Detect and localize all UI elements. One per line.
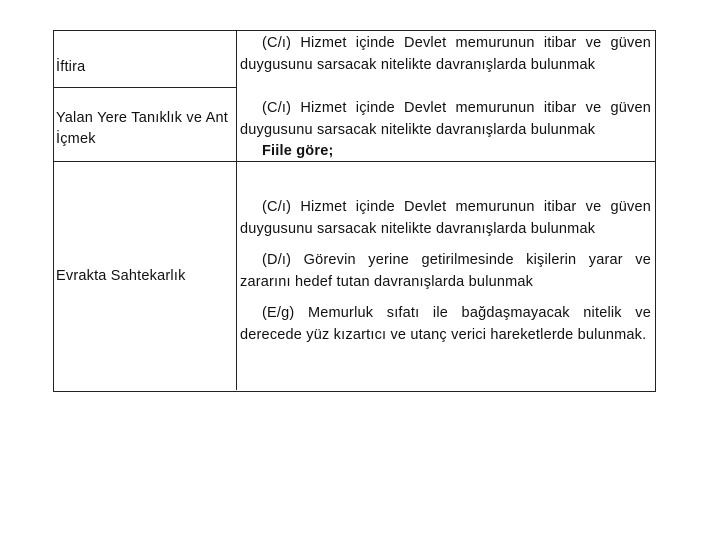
crime-label: İftira: [56, 59, 86, 75]
column-divider: [236, 31, 237, 390]
crime-label: Yalan Yere Tanıklık ve Ant İçmek: [56, 110, 228, 147]
condition-note: Fiile göre;: [262, 143, 334, 159]
crime-cell: [56, 266, 228, 287]
condition-text: (C/ı) Hizmet içinde Devlet memurunun itibar ve güven duygusunu sarsacak nitelikte davranışlarda bulunmak: [240, 100, 651, 138]
crime-cell: [56, 57, 228, 78]
condition-text: (C/ı) Hizmet içinde Devlet memurunun itibar ve güven duygusunu sarsacak nitelikte davranışlarda bulunmak: [240, 199, 651, 237]
crime-cell: [56, 108, 228, 150]
condition-cell: [240, 197, 651, 346]
condition-text: (C/ı) Hizmet içinde Devlet memurunun itibar ve güven duygusunu sarsacak nitelikte davranışlarda bulunmak: [240, 35, 651, 73]
crime-label: Evrakta Sahtekarlık: [56, 268, 186, 284]
condition-cell: [240, 98, 651, 163]
condition-cell: [240, 33, 651, 76]
condition-text: (D/ı) Görevin yerine getirilmesinde kişilerin yarar ve zararını hedef tutan davranışlarda bulunmak: [240, 252, 651, 290]
row-divider: [54, 87, 236, 88]
discipline-table: [53, 30, 656, 392]
condition-text: (E/g) Memurluk sıfatı ile bağdaşmayacak nitelik ve derecede yüz kızartıcı ve utanç verici hareketlerde bulunmak.: [240, 305, 651, 343]
